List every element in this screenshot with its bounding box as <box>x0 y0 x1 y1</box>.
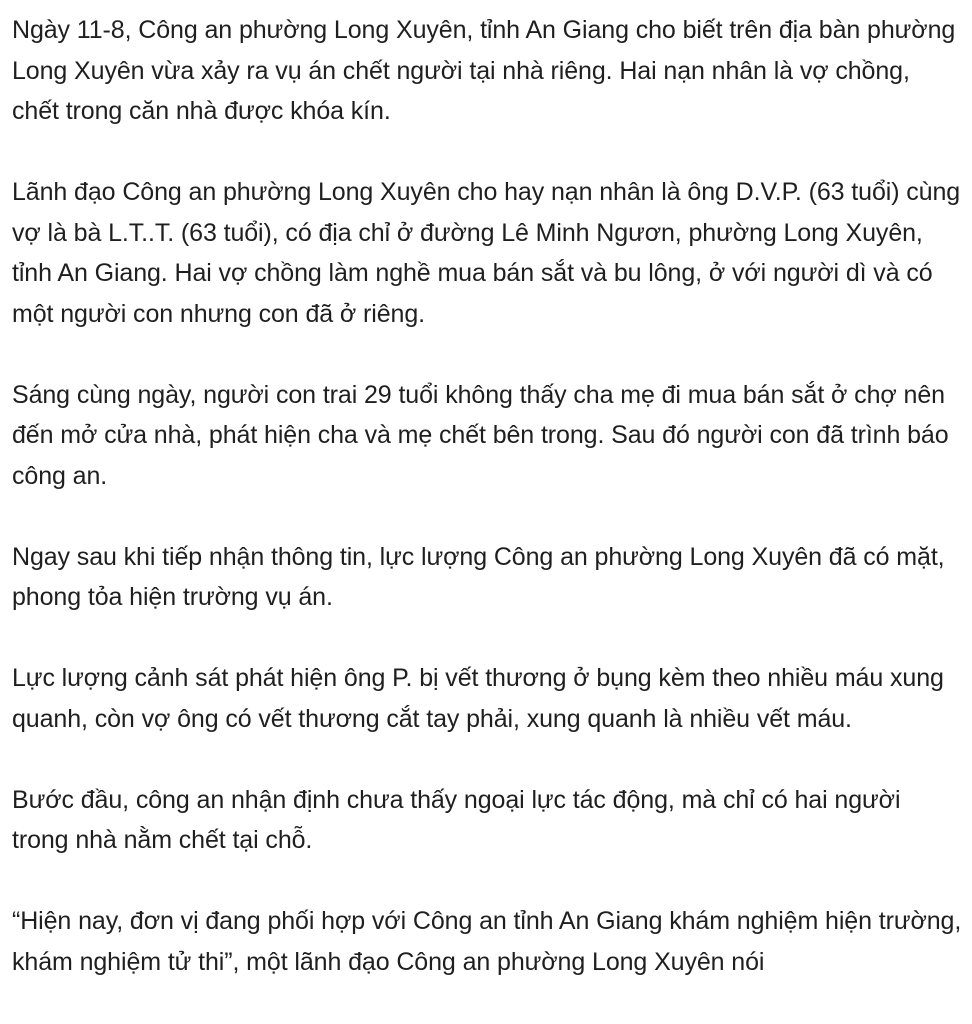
paragraph-5: Lực lượng cảnh sát phát hiện ông P. bị vết thương ở bụng kèm theo nhiều máu xung quanh, còn vợ ông có vết thương cắt tay phải, xung quanh là nhiều vết máu. <box>12 664 944 733</box>
article-body <box>12 10 962 982</box>
paragraph-2: Lãnh đạo Công an phường Long Xuyên cho hay nạn nhân là ông D.V.P. (63 tuổi) cùng vợ là bà L.T..T. (63 tuổi), có địa chỉ ở đường Lê Minh Ngươn, phường Long Xuyên, tỉnh An Giang. Hai vợ chồng làm nghề mua bán sắt và bu lông, ở với người dì và có một người con nhưng con đã ở riêng. <box>12 178 961 328</box>
paragraph-6: Bước đầu, công an nhận định chưa thấy ngoại lực tác động, mà chỉ có hai người trong nhà nằm chết tại chỗ. <box>12 785 901 854</box>
paragraph-4: Ngay sau khi tiếp nhận thông tin, lực lượng Công an phường Long Xuyên đã có mặt, phong tỏa hiện trường vụ án. <box>12 542 945 611</box>
paragraph-3: Sáng cùng ngày, người con trai 29 tuổi không thấy cha mẹ đi mua bán sắt ở chợ nên đến mở cửa nhà, phát hiện cha và mẹ chết bên trong. Sau đó người con đã trình báo công an. <box>12 380 949 490</box>
paragraph-1: Ngày 11-8, Công an phường Long Xuyên, tỉnh An Giang cho biết trên địa bàn phường Long Xuyên vừa xảy ra vụ án chết người tại nhà riêng. Hai nạn nhân là vợ chồng, chết trong căn nhà được khóa kín. <box>12 16 956 125</box>
paragraph-7: “Hiện nay, đơn vị đang phối hợp với Công an tỉnh An Giang khám nghiệm hiện trường, khám nghiệm tử thi”, một lãnh đạo Công an phường Long Xuyên nói <box>12 907 962 976</box>
